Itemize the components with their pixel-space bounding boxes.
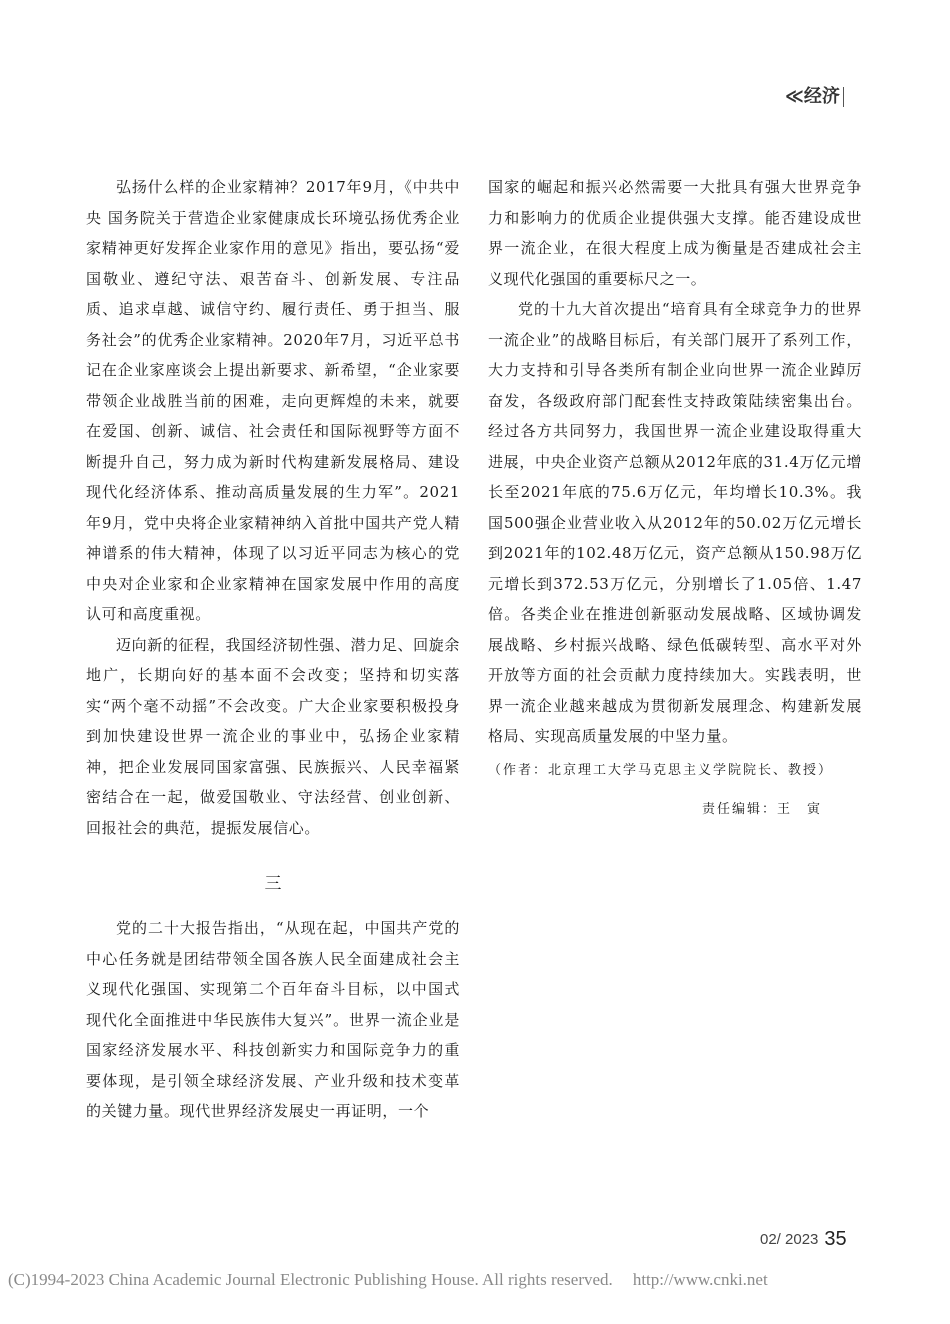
body-paragraph: 党的二十大报告指出，“从现在起，中国共产党的中心任务就是团结带领全国各族人民全面建成社会主义现代化强国、实现第二个百年奋斗目标，以中国式现代化全面推进中华民族伟大复兴”。世界一流企业是国家经济发展水平、科技创新实力和国际竞争力的重要体现，是引领全球经济发展、产业升级和技术变革的关键力量。现代世界经济发展史一再证明，一个 [86,919,460,1120]
section-tag [785,86,865,108]
page-number-value: 35 [824,1228,847,1250]
body-paragraph: 弘扬什么样的企业家精神？2017年9月，《中共中央 国务院关于营造企业家健康成长环境弘扬优秀企业家精神更好发挥企业家作用的意见》指出，要弘扬“爱国敬业、遵纪守法、艰苦奋斗、创新发展、专注品质、追求卓越、诚信守约、履行责任、勇于担当、服务社会”的优秀企业家精神。2020年7月，习近平总书记在企业家座谈会上提出新要求、新希望，“企业家要带领企业战胜当前的困难，走向更辉煌的未来，就要在爱国、创新、诚信、社会责任和国际视野等方面不断提升自己，努力成为新时代构建新发展格局、建设现代化经济体系、推动高质量发展的生力军”。2021年9月，党中央将企业家精神纳入首批中国共产党人精神谱系的伟大精神，体现了以习近平同志为核心的党中央对企业家和企业家精神在国家发展中作用的高度认可和高度重视。 [86,178,460,623]
copyright-text: (C)1994-2023 China Academic Journal Electronic Publishing House. All rights reserved. [8,1270,613,1289]
copyright-footer [8,1270,943,1294]
right-column [488,172,862,817]
body-paragraph: 党的十九大首次提出“培育具有全球竞争力的世界一流企业”的战略目标后，有关部门展开了系列工作，大力支持和引导各类所有制企业向世界一流企业踔厉奋发，各级政府部门配套性支持政策陆续密集出台。经过各方共同努力，我国世界一流企业建设取得重大进展，中央企业资产总额从2012年底的31.4万亿元增长至2021年底的75.6万亿元，年均增长10.3%。我国500强企业营业收入从2012年的50.02万亿元增长到2021年的102.48万亿元，资产总额从150.98万亿元增长到372.53万亿元，分别增长了1.05倍、1.47倍。各类企业在推进创新驱动发展战略、区域协调发展战略、乡村振兴战略、绿色低碳转型、高水平对外开放等方面的社会贡献力度持续加大。实践表明，世界一流企业越来越成为贯彻新发展理念、构建新发展格局、实现高质量发展的中坚力量。 [488,300,862,745]
body-paragraph-continued: 国家的崛起和振兴必然需要一大批具有强大世界竞争力和影响力的优质企业提供强大支撑。能否建设成世界一流企业，在很大程度上成为衡量是否建成社会主义现代化强国的重要标尺之一。 [488,178,862,288]
section-label: ≪经济 [785,86,840,107]
section-heading: 三 [264,874,282,894]
footer-url: http://www.cnki.net [632,1270,768,1289]
editor-credit: 责任编辑：王 寅 [701,801,822,817]
body-paragraph: 迈向新的征程，我国经济韧性强、潜力足、回旋余地广，长期向好的基本面不会改变；坚持和切实落实“两个毫不动摇”不会改变。广大企业家要积极投身到加快建设世界一流企业的事业中，弘扬企业家精神，把企业发展同国家富强、民族振兴、人民幸福紧密结合在一起，做爱国敬业、守法经营、创业创新、回报社会的典范，提振发展信心。 [86,635,460,837]
left-column [86,172,460,1127]
issue-label: 02/ 2023 [760,1231,819,1248]
page-number [760,1228,870,1254]
author-note: （作者：北京理工大学马克思主义学院院长、教授） [488,762,834,778]
section-divider [843,87,844,107]
